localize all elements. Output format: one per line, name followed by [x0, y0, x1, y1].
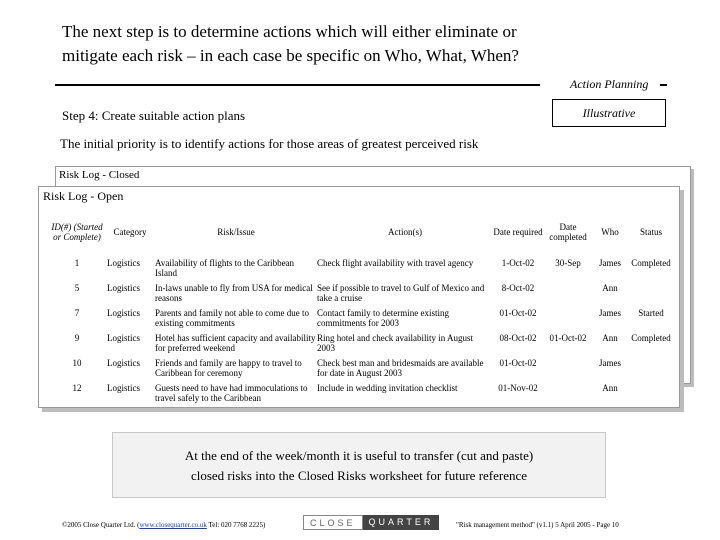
cell-who: Ann — [602, 283, 618, 293]
title-line-2: mitigate each risk – in each case be specific on Who, What, When? — [62, 46, 519, 65]
footer-copyright — [62, 521, 265, 529]
cell-category: Logistics — [107, 383, 140, 393]
risk-table — [47, 209, 675, 405]
cell-action: Check best man and bridesmaids are available for date in August 2003 — [317, 358, 484, 378]
logo-word-quarter: QUARTER — [363, 515, 440, 530]
table-header — [47, 209, 675, 255]
cell-category: Logistics — [107, 358, 140, 368]
cell-category: Logistics — [107, 258, 140, 268]
table-row — [47, 283, 675, 305]
slide-title — [62, 20, 682, 68]
cell-id: 9 — [74, 333, 80, 343]
header-rule-right — [660, 84, 667, 86]
table-row — [47, 308, 675, 330]
cell-risk: Parents and family not able to come due to existing commitments — [155, 308, 309, 328]
cell-date-required: 8-Oct-02 — [501, 283, 535, 293]
cell-who: Ann — [602, 383, 618, 393]
cell-category: Logistics — [107, 333, 140, 343]
cell-status — [627, 358, 675, 380]
footer-page-info: "Risk management method" (v1.1) 5 April 2005 - Page 10 — [456, 521, 619, 529]
cell-date-completed — [543, 283, 593, 305]
table-row — [47, 333, 675, 355]
cell-id: 7 — [74, 308, 80, 318]
cell-date-completed — [543, 358, 593, 380]
cell-date-required: 01-Nov-02 — [498, 383, 538, 393]
section-label: Action Planning — [570, 77, 649, 91]
cell-date-required: 1-Oct-02 — [501, 258, 535, 268]
cell-id: 5 — [74, 283, 80, 293]
logo-word-close: CLOSE — [303, 515, 363, 530]
cell-status: Completed — [631, 333, 671, 343]
table-row — [47, 258, 675, 280]
close-quarter-logo — [303, 515, 439, 530]
cell-action: See if possible to travel to Gulf of Mexico and take a cruise — [317, 283, 485, 303]
table-row — [47, 358, 675, 380]
cell-status: Completed — [631, 258, 671, 268]
header-who: Who — [601, 227, 619, 237]
cell-status: Started — [638, 308, 664, 318]
cell-id: 1 — [74, 258, 80, 268]
callout-note — [112, 432, 606, 498]
cell-date-completed — [543, 308, 593, 330]
cell-date-completed: 01-Oct-02 — [549, 333, 587, 343]
cell-status — [627, 383, 675, 405]
risk-log-closed-caption: Risk Log - Closed — [59, 169, 140, 181]
cell-risk: Availability of flights to the Caribbean Island — [155, 258, 295, 278]
illustrative-badge: Illustrative — [552, 99, 666, 127]
cell-risk: Guests need to have had immoculations to travel safely to the Caribbean — [155, 383, 308, 403]
footer-phone: Tel: 020 7768 2225) — [206, 521, 266, 529]
footer-copyright-text: ©2005 Close Quarter Ltd. ( — [62, 521, 140, 529]
step-heading: Step 4: Create suitable action plans — [62, 108, 246, 123]
cell-risk: Hotel has sufficient capacity and availability for preferred weekend — [155, 333, 316, 353]
cell-who: James — [599, 258, 621, 268]
cell-id: 10 — [72, 358, 82, 368]
cell-status — [627, 283, 675, 305]
cell-date-completed — [543, 383, 593, 405]
cell-risk: In-laws unable to fly from USA for medical reasons — [155, 283, 313, 303]
cell-date-completed: 30-Sep — [555, 258, 581, 268]
header-date-completed: Date completed — [549, 222, 587, 242]
title-line-1: The next step is to determine actions which will either eliminate or — [62, 22, 517, 41]
callout-line-2: closed risks into the Closed Risks worksheet for future reference — [190, 468, 528, 483]
header-category: Category — [113, 227, 147, 237]
callout-line-1: At the end of the week/month it is useful to transfer (cut and paste) — [184, 448, 534, 463]
cell-who: James — [599, 308, 621, 318]
intro-text: The initial priority is to identify actions for those areas of greatest perceived risk — [60, 136, 479, 151]
risk-log-open-panel — [38, 186, 680, 408]
cell-action: Contact family to determine existing commitments for 2003 — [317, 308, 449, 328]
cell-risk: Friends and family are happy to travel to Caribbean for ceremony — [155, 358, 302, 378]
cell-action: Check flight availability with travel agency — [317, 258, 474, 268]
table-row — [47, 383, 675, 405]
cell-action: Ring hotel and check availability in August 2003 — [317, 333, 473, 353]
cell-who: James — [599, 358, 621, 368]
cell-who: Ann — [602, 333, 618, 343]
cell-category: Logistics — [107, 308, 140, 318]
header-date-required: Date required — [493, 227, 543, 237]
footer-website-link[interactable]: www.closequarter.co.uk — [139, 521, 207, 529]
cell-date-required: 01-Oct-02 — [499, 358, 537, 368]
cell-id: 12 — [72, 383, 82, 393]
header-risk: Risk/Issue — [217, 227, 255, 237]
header-status: Status — [639, 227, 662, 237]
cell-date-required: 08-Oct-02 — [499, 333, 537, 343]
cell-date-required: 01-Oct-02 — [499, 308, 537, 318]
header-rule-left — [55, 84, 540, 86]
risk-log-open-caption: Risk Log - Open — [43, 189, 124, 203]
cell-action: Include in wedding invitation checklist — [317, 383, 458, 393]
header-id: ID(#) (Started or Complete) — [51, 222, 103, 242]
header-action: Action(s) — [388, 227, 422, 237]
cell-category: Logistics — [107, 283, 140, 293]
